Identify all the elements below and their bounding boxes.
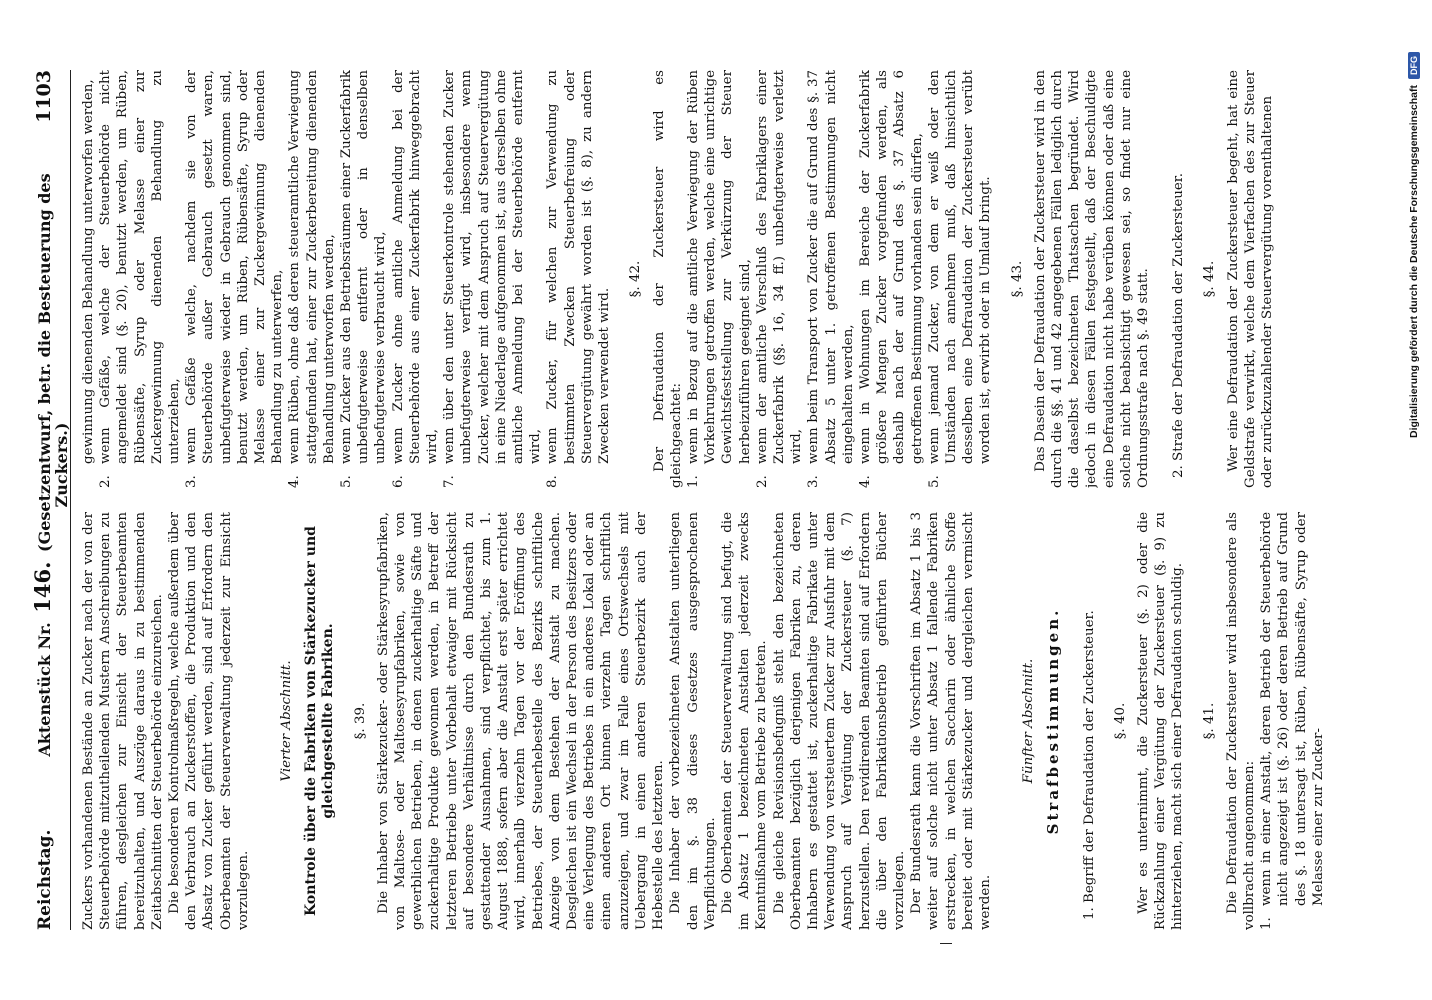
paragraph-number: §. 41. [1201,702,1217,740]
paragraph: Die gleiche Revisionsbefugniß steht den bezeichneten Oberbeamten bezüglich derjenigen Fabriken zu, deren Inhabern es gestattet ist, zuckerhaltige Fabrikate unter Verwendung von versteuertem Zucker zur Ausfuhr mit dem Anspruch auf Vergütung der Zuckersteuer (§. 7) herzustellen. Den revidirenden Beamten sind auf Erfordern die über den Fabrikationsbetrieb geführten Bücher vorzulegen. [771,512,907,930]
paragraph: Die Inhaber der vorbezeichneten Anstalten unterliegen den im §. 38 dieses Gesetzes ausgesprochenen Verpflichtungen. [668,512,718,930]
header-center [30,140,72,790]
margin-tick [940,943,952,944]
header-suffix: (Gesetzentwurf, betr. die Besteuerung des Zuckers.) [35,173,72,552]
paragraph-number: §. 44. [1202,260,1218,298]
list-item: 5. wenn jemand Zucker, von dem er weiß oder den Umständen nach annehmen muß, daß hinsichtlich desselben eine Defraudation der Zuckersteuer verübt worden ist, erwirbt oder in Umlauf bringt. [926,70,994,488]
list-item: 2. wenn der amtliche Verschluß des Fabriklagers einer Zuckerfabrik (§§. 16, 34 ff.) unbefugterweise verletzt wird, [754,70,805,488]
section-heading: Fünfter Abschnitt. [1021,658,1037,784]
paragraph: Zuckers vorhandenen Bestände an Zucker nach der von der Steuerbehörde mitzutheilenden Mustern Anschreibungen zu führen, desgleichen zur Einsicht der Steuerbeamten bereitzuhalten, und Auszüge daraus in zu bestimmenden Zeitabschnitten der Steuerbehörde einzureichen. [81,512,165,930]
page-header [30,70,72,930]
paragraph: Die Defraudation der Zuckersteuer wird insbesondere als vollbracht angenommen: [1224,512,1257,930]
list-item: 3. wenn Gefäße welche, nachdem sie von der Steuerbehörde außer Gebrauch gesetzt waren, unbefugterweise wieder in Gebrauch genommen sind, benutzt werden, um Rüben, Rübensäfte, Syrup oder Melasse einer zur Zuckergewinnung dienenden Behandlung zu unterwerfen, [184,70,286,488]
paragraph: Wer es unternimmt, die Zuckersteuer (§. 2) oder die Rückzahlung einer Vergütung der Zuckersteuer (§. 9) zu hinterziehen, macht sich einer Defraudation schuldig. [1135,512,1186,930]
header-rule [70,70,71,930]
list-item: 5. wenn Zucker aus den Betriebsräumen einer Zuckerfabrik unbefugterweise entfernt oder in denselben unbefugterweise verbraucht wird, [339,70,389,488]
paragraph-number: §. 43. [1009,260,1025,298]
paragraph: Wer eine Defraudation der Zuckersteuer begeht, hat eine Geldstrafe verwirkt, welche dem Vierfachen des zur Steuer oder zurückzuzahlender Steuervergütung vorenthaltenen [1225,70,1275,488]
page-number: 1103 [33,70,55,123]
paragraph: Das Dasein der Defraudation der Zuckersteuer wird in den durch die §§. 41 und 42 angegebenen Fällen lediglich durch die daselbst bezeichneten Thatsachen begründet. Wird jedoch in diesen Fällen festgestellt, daß der Beschuldigte eine Defraudation nicht habe verüben können oder daß eine solche nicht beabsichtigt gewesen sei, so findet nur eine Ordnungsstrafe nach §. 49 statt. [1032,70,1151,488]
list-item: gewinnung dienenden Behandlung unterworfen werden, [81,79,96,464]
subheading: 1. Begriff der Defraudation der Zuckersteuer. [1081,610,1097,920]
paragraph-number: §. 42. [628,260,644,298]
paragraph-number: §. 39. [352,702,368,740]
section-heading: Vierter Abschnitt. [279,660,295,782]
right-column [80,70,1380,488]
list-item: 4. wenn Rüben, ohne daß deren steueramtliche Verwiegung stattgefunden hat, einer zur Zuckerbereitung dienenden Behandlung unterworfen werden, [287,70,337,488]
paragraph: Die besonderen Kontrolmaßregeln, welche außerdem über den Verbrauch an Zuckerstoffen, die Produktion und den Absatz von Zucker geführt werden, sind auf Erfordern den Oberbeamten der Steuerverwaltung jederzeit zur Einsicht vorzulegen. [167,512,251,930]
paragraph: Die Oberbeamten der Steuerverwaltung sind befugt, die im Absatz 1 bezeichneten Anstalten jederzeit zwecks Kenntnißnahme vom Betriebe zu betreten. [719,512,770,930]
header-left: Reichstag. [35,829,55,930]
section-title: Kontrole über die Fabriken von Stärkezucker und gleichgestellte Fabriken. [303,526,337,916]
paragraph: Der Bundesrath kann die Vorschriften im Absatz 1 bis 3 weiter auf solche nicht unter Absatz 1 fallende Fabriken erstrecken, in welchen Saccharin oder ähnliche Stoffe bereitet oder mit Stärkezucker und dergleichen vermischt werden. [909,512,993,930]
credit-text: Digitalisierung gefördert durch die Deutsche Forschungsgemeinschaft [1408,85,1420,438]
list-item: 6. wenn Zucker ohne amtliche Anmeldung bei der Steuerbehörde aus einer Zuckerfabrik hinweggebracht wird, [390,70,441,488]
subheading: 2. Strafe der Defraudation der Zuckersteuer. [1171,173,1187,478]
list-item: 2. wenn Gefäße, welche der Steuerbehörde nicht angemeldet sind (§. 20), benutzt werden, um Rüben, Rübensäfte, Syrup oder Melasse einer zur Zuckergewinnung dienenden Behandlung zu unterziehen, [98,70,183,488]
list-item: 1. wenn in Bezug auf die amtliche Verwiegung der Rüben Vorkehrungen getroffen werden, welche eine unrichtige Gewichtsfeststellung zur Verkürzung der Steuer herbeizuführen geeignet sind, [685,70,753,488]
digitization-credit [1398,0,1432,1000]
list-item: 3. wenn beim Transport von Zucker die auf Grund des §. 37 Absatz 5 unter 1. getroffenen Bestimmungen nicht eingehalten werden, [806,70,856,488]
paragraph-number: §. 40. [1112,702,1128,740]
left-column [80,512,1380,930]
header-prefix: Aktenstück Nr. [35,622,54,757]
paragraph: Der Defraudation der Zuckersteuer wird es gleichgeachtet: [651,70,684,488]
list-item: 8. wenn Zucker, für welchen zur Verwendung zu bestimmten Zwecken Steuerbefreiung oder Steuervergütung gewährt worden ist (§. 8), zu andern Zwecken verwendet wird. [545,70,613,488]
list-item: 4. wenn in Wohnungen im Bereiche der Zuckerfabrik größere Mengen Zucker vorgefunden werden, als deshalb nach der auf Grund des §. 37 Absatz 6 getroffenen Bestimmung vorhanden sein dürfen, [857,70,925,488]
paragraph: Die Inhaber von Stärkezucker- oder Stärkesyrupfabriken, von Maltose- oder Maltosesyrupfabriken, sowie von gewerblichen Betrieben, in denen zuckerhaltige Säfte und zuckerhaltige Produkte gewonnen werden, in Betreff der letzteren Betriebe unter Vorbehalt etwaiger mit Rücksicht auf besondere Verhältnisse durch den Bundesrath zu gestattender Ausnahmen, sind verpflichtet, bis zum 1. August 1888, sofern aber die Anstalt erst später errichtet wird, innerhalb vierzehn Tagen vor der Eröffnung des Betriebes, der Steuerhebestelle des Bezirks schriftliche Anzeige von dem Bestehen der Anstalt zu machen. Desgleichen ist ein Wechsel in der Person des Besitzers oder eine Verlegung des Betriebes in ein anderes Lokal oder an einen anderen Ort binnen vierzehn Tagen schriftlich anzuzeigen, und zwar im Falle eines Ortswechsels mit Uebergang in einen anderen Steuerbezirk auch der Hebestelle des letzteren. [375,512,667,930]
section-title: Strafbestimmungen. [1044,607,1063,835]
list-item: 1. wenn in einer Anstalt, deren Betrieb der Steuerbehörde nicht angezeigt ist (§. 26) oder deren Betrieb auf Grund des §. 18 untersagt ist, Rüben, Rübensäfte, Syrup oder Melasse einer zur Zucker- [1259,512,1326,930]
list-item: 7. wenn über den unter Steuerkontrole stehenden Zucker unbefugterweise verfügt wird, insbesondere wenn Zucker, welcher mit dem Anspruch auf Steuervergütung in eine Niederlage aufgenommen ist, aus derselben ohne amtliche Anmeldung bei der Steuerbehörde entfernt wird, [442,70,544,488]
dfg-logo: DFG [1408,52,1420,79]
header-number: 146. [30,561,55,613]
